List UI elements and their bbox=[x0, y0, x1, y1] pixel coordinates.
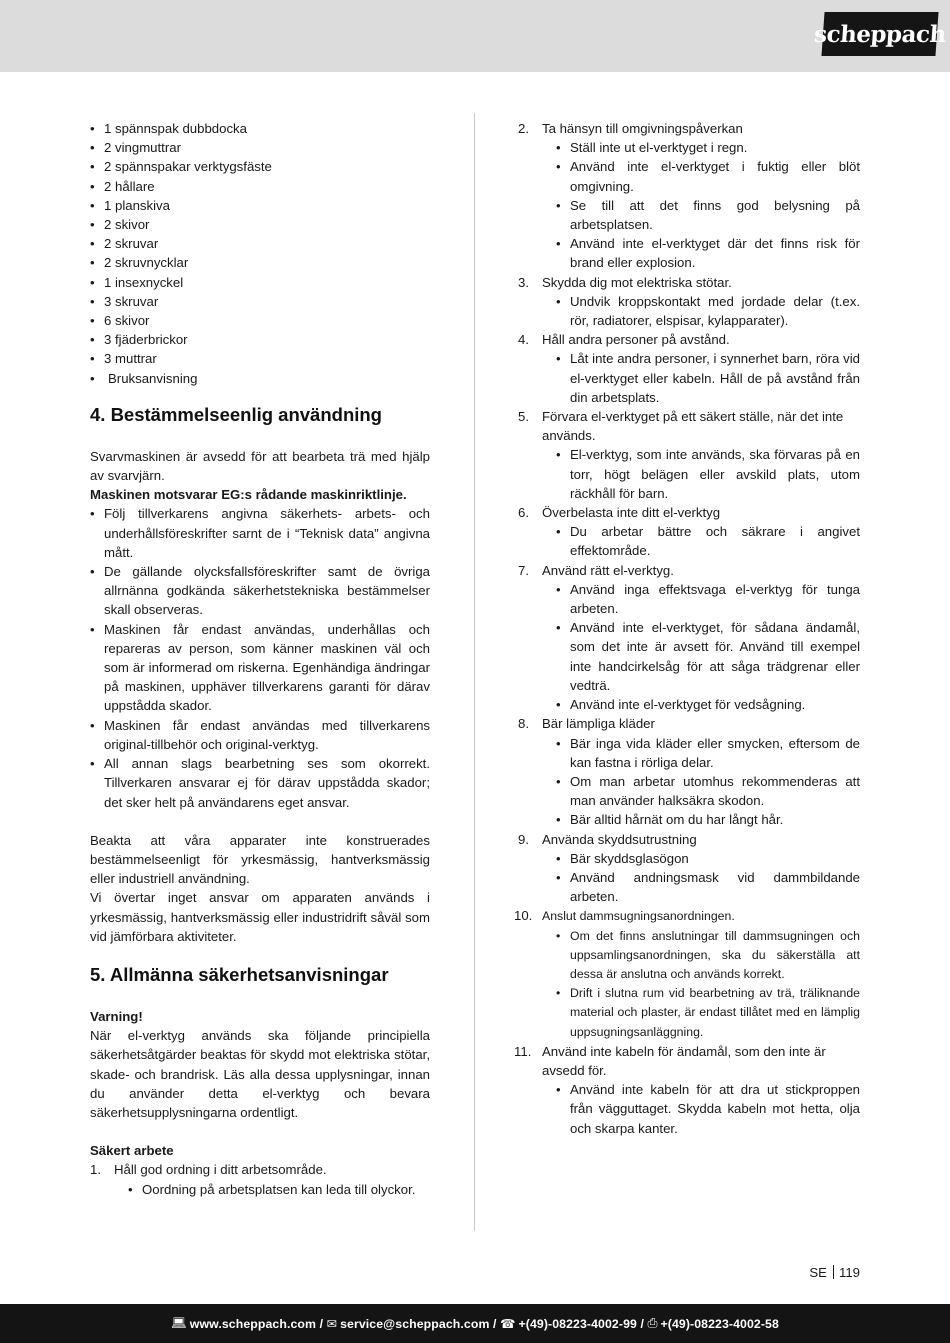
item-number: 3. bbox=[518, 274, 529, 290]
list-item: • 2 skivor bbox=[90, 215, 430, 234]
sub-list bbox=[556, 849, 860, 907]
list-item: • 2 skruvnycklar bbox=[90, 253, 430, 272]
page-footer bbox=[0, 1304, 950, 1343]
sub-list bbox=[556, 522, 860, 560]
item-text: Använda skyddsutrustning bbox=[542, 831, 697, 847]
sub-list bbox=[128, 1180, 430, 1199]
list-item: • Maskinen får endast användas med tillverkarens original-tillbehör och original-verktyg. bbox=[90, 716, 430, 754]
section-4-note-2: Vi övertar inget ansvar om apparaten används i yrkesmässig, hantverksmässig eller industridrift såväl som vid jämförbara aktiviteter. bbox=[90, 890, 430, 944]
section-4-directive: Maskinen motsvarar EG:s rådande maskinriktlinje. bbox=[90, 487, 407, 503]
column-divider bbox=[474, 113, 475, 1231]
item-text: Förvara el-verktyget på ett säkert ställe, när det inte används. bbox=[542, 409, 844, 444]
list-item bbox=[518, 330, 860, 407]
sub-list bbox=[556, 1080, 860, 1138]
scheppach-logo: scheppach bbox=[821, 12, 938, 56]
sub-item: • Se till att det finns god belysning på arbetsplatsen. bbox=[556, 196, 860, 234]
computer-icon: 💻︎ bbox=[171, 1316, 187, 1330]
mail-icon: ✉ bbox=[326, 1316, 338, 1331]
page-header bbox=[0, 0, 950, 72]
item-number: 8. bbox=[518, 716, 529, 732]
fax-icon: ⎙ bbox=[647, 1316, 658, 1330]
list-item: • De gällande olycksfallsföreskrifter samt de övriga allrnänna godkända säkerhetstekniska bestämmelser skall observeras. bbox=[90, 562, 430, 620]
sub-item: • Bär skyddsglasögon bbox=[556, 849, 860, 868]
section-4-note-1: Beakta att våra apparater inte konstruerades bestämmelseenligt för yrkesmässig, hantverksmässig eller industriell användning. bbox=[90, 832, 430, 887]
sub-item: • Ställ inte ut el-verktyget i regn. bbox=[556, 138, 860, 157]
list-item: • 1 insexnyckel bbox=[90, 273, 430, 292]
sub-item: • Du arbetar bättre och säkrare i angivet effektområde. bbox=[556, 522, 860, 560]
section-5-heading: 5. Allmänna säkerhetsanvisningar bbox=[90, 963, 389, 985]
sub-item: • Bär inga vida kläder eller smycken, eftersom de kan fastna i rörliga delar. bbox=[556, 734, 860, 772]
sub-item: • Bär alltid hårnät om du har långt hår. bbox=[556, 810, 860, 829]
list-item bbox=[514, 906, 860, 1041]
sub-item: • Undvik kroppskontakt med jordade delar (t.ex. rör, radiatorer, elspisar, kylapparater). bbox=[556, 292, 860, 330]
footer-mail[interactable]: service@scheppach.com / bbox=[340, 1316, 497, 1331]
safe-work-heading: Säkert arbete bbox=[90, 1143, 174, 1159]
sub-item: • Använd inte el-verktyget, för sådana ändamål, som det inte är avsett för. Använd till exempel inte handcirkelsåg för att såga trädgrenar eller vedträ. bbox=[556, 618, 860, 695]
item-text: Skydda dig mot elektriska stötar. bbox=[542, 274, 732, 290]
sub-item: • Om det finns anslutningar till dammsugningen och uppsamlingsanordningen, ska du säkerställa att dessa är anslutna och används korrekt. bbox=[556, 927, 860, 985]
item-text: Ta hänsyn till omgivningspåverkan bbox=[542, 121, 743, 136]
sub-list bbox=[556, 292, 860, 330]
sub-list bbox=[556, 445, 860, 503]
warning-label: Varning! bbox=[90, 1008, 143, 1024]
sub-item: • El-verktyg, som inte används, ska förvaras på en torr, högt belägen eller avskild plats, utom räckhåll för barn. bbox=[556, 445, 860, 503]
item-number: 1. bbox=[90, 1162, 101, 1178]
list-item: • 3 fjäderbrickor bbox=[90, 330, 430, 349]
list-item bbox=[518, 830, 860, 907]
list-item: • 3 skruvar bbox=[90, 292, 430, 311]
footer-phone: +(49)-08223-4002-99 / bbox=[518, 1316, 644, 1331]
item-number: 10. bbox=[514, 908, 533, 924]
item-text: Håll god ordning i ditt arbetsområde. bbox=[114, 1162, 327, 1178]
sub-item: • Använd inga effektsvaga el-verktyg för tunga arbeten. bbox=[556, 580, 860, 618]
list-item: • 2 vingmuttrar bbox=[90, 138, 430, 157]
sub-item: • Använd inte el-verktyget för vedsågning. bbox=[556, 695, 860, 714]
item-text: Använd inte kabeln för ändamål, som den inte är avsedd för. bbox=[542, 1043, 826, 1078]
footer-web[interactable]: www.scheppach.com / bbox=[189, 1316, 324, 1331]
sub-list bbox=[556, 927, 860, 1042]
page-num: 119 bbox=[838, 1265, 860, 1280]
list-item: • 2 skruvar bbox=[90, 234, 430, 253]
list-item: • 1 planskiva bbox=[90, 196, 430, 215]
list-item: • All annan slags bearbetning ses som okorrekt. Tillverkaren ansvarar ej för därav uppstådda skador; det sker helt på användarens eget ansvar. bbox=[90, 754, 430, 812]
sub-item: • Drift i slutna rum vid bearbetning av trä, träliknande material och plaster, är endast tillåtet med en lämplig uppsugningsanläggning. bbox=[556, 984, 860, 1042]
list-item: • Maskinen får endast användas, underhållas och repareras av person, som känner maskinen väl och som är informerad om riskerna. Egenhändiga ändringar på maskinen, upphäver tillverkarens garanti för därav uppstådda skador. bbox=[90, 620, 430, 716]
sub-item: • Använd andningsmask vid dammbildande arbeten. bbox=[556, 868, 860, 906]
sub-list bbox=[556, 138, 860, 272]
list-item: • Följ tillverkarens angivna säkerhets- arbets- och underhållsföreskrifter sarnt de i “Teknisk data” angivna mått. bbox=[90, 504, 430, 562]
sub-list bbox=[556, 734, 860, 830]
item-number: 4. bbox=[518, 332, 529, 348]
list-item bbox=[518, 273, 860, 331]
list-item: • Bruksanvisning bbox=[90, 369, 430, 388]
item-text: Använd rätt el-verktyg. bbox=[542, 562, 674, 578]
item-number: 9. bbox=[518, 831, 529, 847]
safety-list-left bbox=[90, 1160, 430, 1198]
list-item bbox=[90, 1160, 430, 1198]
list-item bbox=[514, 1042, 860, 1138]
page-number bbox=[809, 1265, 860, 1280]
sub-item: • Använd inte el-verktyget där det finns risk för brand eller explosion. bbox=[556, 234, 860, 272]
item-number: 7. bbox=[518, 562, 529, 578]
list-item: • 6 skivor bbox=[90, 311, 430, 330]
list-item: • 1 spännspak dubbdocka bbox=[90, 119, 430, 138]
section-4-intro: Svarvmaskinen är avsedd för att bearbeta trä med hjälp av svarvjärn. bbox=[90, 448, 430, 484]
warning-text: När el-verktyg används ska följande principiella säkerhetsåtgärder beaktas för skydd mot elektriska stötar, skade- och brandrisk. Läs alla dessa upplysningar, innan du använder detta el-verktyg och bevara säkerhetsupplysningarna ordentligt. bbox=[90, 1028, 430, 1120]
sub-item: • Om man arbetar utomhus rekommenderas att man använder halksäkra skodon. bbox=[556, 772, 860, 810]
item-number: 11. bbox=[514, 1043, 532, 1059]
footer-fax: +(49)-08223-4002-58 bbox=[660, 1316, 779, 1331]
sub-item: • Oordning på arbetsplatsen kan leda till olyckor. bbox=[128, 1180, 430, 1199]
item-number: 2. bbox=[518, 121, 529, 136]
item-text: Överbelasta inte ditt el-verktyg bbox=[542, 505, 721, 521]
sub-item: • Använd inte el-verktyget i fuktig eller blöt omgivning. bbox=[556, 157, 860, 195]
list-item bbox=[518, 407, 860, 503]
right-column bbox=[514, 119, 860, 1138]
list-item bbox=[518, 561, 860, 715]
item-text: Håll andra personer på avstånd. bbox=[542, 332, 730, 348]
list-item bbox=[518, 503, 860, 561]
sub-list bbox=[556, 349, 860, 407]
left-column bbox=[90, 119, 430, 1199]
list-item bbox=[518, 714, 860, 829]
list-item: • 3 muttrar bbox=[90, 349, 430, 368]
list-item: • 2 hållare bbox=[90, 177, 430, 196]
item-text: Bär lämpliga kläder bbox=[542, 716, 655, 732]
list-item: • 2 spännspakar verktygsfäste bbox=[90, 157, 430, 176]
phone-icon: ☎ bbox=[500, 1316, 516, 1331]
section-4-heading: 4. Bestämmelseenlig användning bbox=[90, 403, 382, 425]
page-lang: SE bbox=[809, 1265, 827, 1280]
list-item bbox=[518, 119, 860, 273]
section-4-bullets bbox=[90, 504, 430, 811]
sub-item: • Låt inte andra personer, i synnerhet barn, röra vid el-verktyget eller kabeln. Håll de på avstånd från din arbetsplats. bbox=[556, 349, 860, 407]
sub-list bbox=[556, 580, 860, 714]
supply-list bbox=[90, 119, 430, 388]
safety-list-right bbox=[514, 119, 860, 1138]
sub-item: • Använd inte kabeln för att dra ut stickproppen från vägguttaget. Skydda kabeln mot hetta, olja och skarpa kanter. bbox=[556, 1080, 860, 1138]
item-number: 5. bbox=[518, 409, 529, 425]
item-number: 6. bbox=[518, 505, 529, 521]
item-text: Anslut dammsugningsanordningen. bbox=[542, 909, 735, 924]
